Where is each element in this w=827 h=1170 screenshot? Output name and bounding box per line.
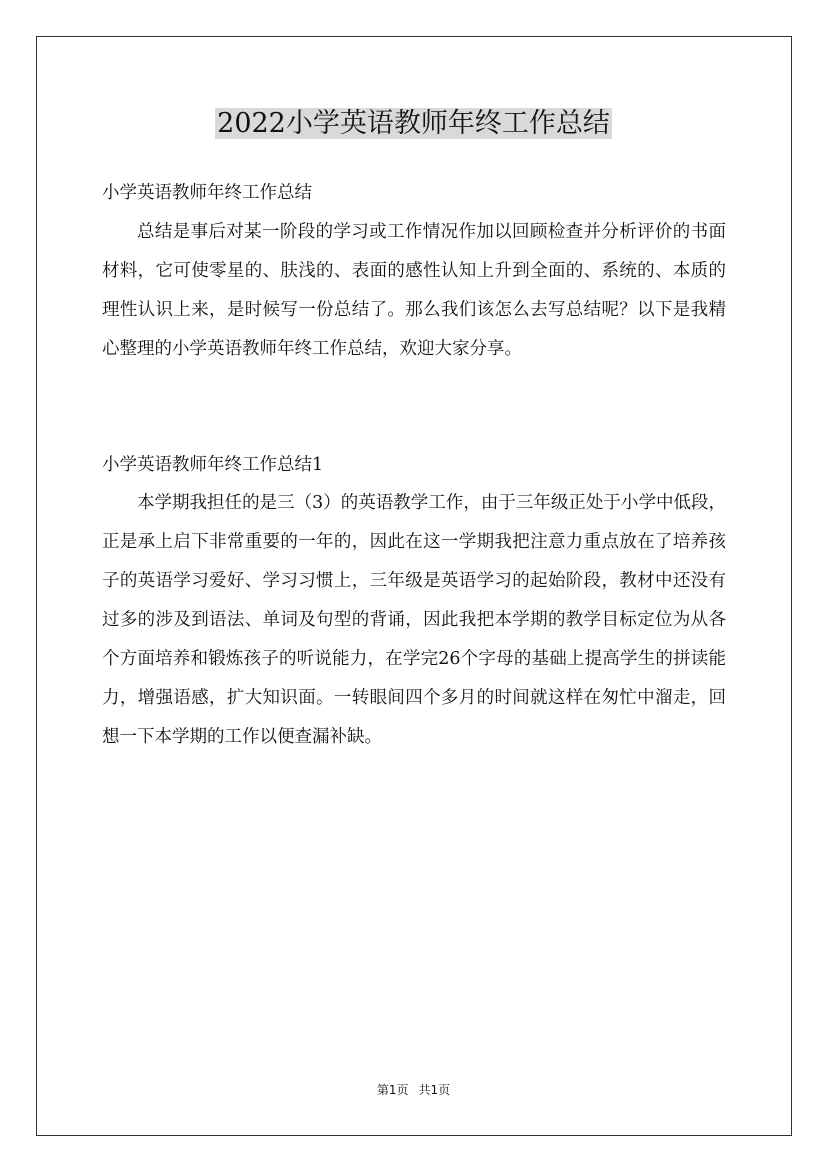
document-title	[0, 106, 827, 142]
section1-heading: 小学英语教师年终工作总结1	[102, 454, 324, 475]
page-number: 第1页	[376, 1083, 409, 1097]
page-footer	[0, 1082, 827, 1098]
section1-paragraph: 本学期我担任的是三（3）的英语教学工作，由于三年级正处于小学中低段，正是承上启下非常重要的一年的，因此在这一学期我把注意力重点放在了培养孩子的英语学习爱好、学习习惯上，三年级是英语学习的起始阶段，教材中还没有过多的涉及到语法、单词及句型的背诵，因此我把本学期的教学目标定位为从各个方面培养和锻炼孩子的听说能力，在学完26个字母的基础上提高学生的拼读能力，增强语感，扩大知识面。一转眼间四个多月的时间就这样在匆忙中溜走，回想一下本学期的工作以便查漏补缺。	[102, 493, 726, 747]
intro-paragraph: 总结是事后对某一阶段的学习或工作情况作加以回顾检查并分析评价的书面材料，它可使零星的、肤浅的、表面的感性认知上升到全面的、系统的、本质的理性认识上来，是时候写一份总结了。那么我们该怎么去写总结呢？以下是我精心整理的小学英语教师年终工作总结，欢迎大家分享。	[102, 221, 726, 359]
section-spacer	[102, 369, 726, 446]
document-body	[102, 174, 726, 757]
intro-heading: 小学英语教师年终工作总结	[102, 183, 312, 203]
page-total: 共1页	[418, 1083, 451, 1097]
document-title-text: 2022小学英语教师年终工作总结	[217, 108, 610, 139]
